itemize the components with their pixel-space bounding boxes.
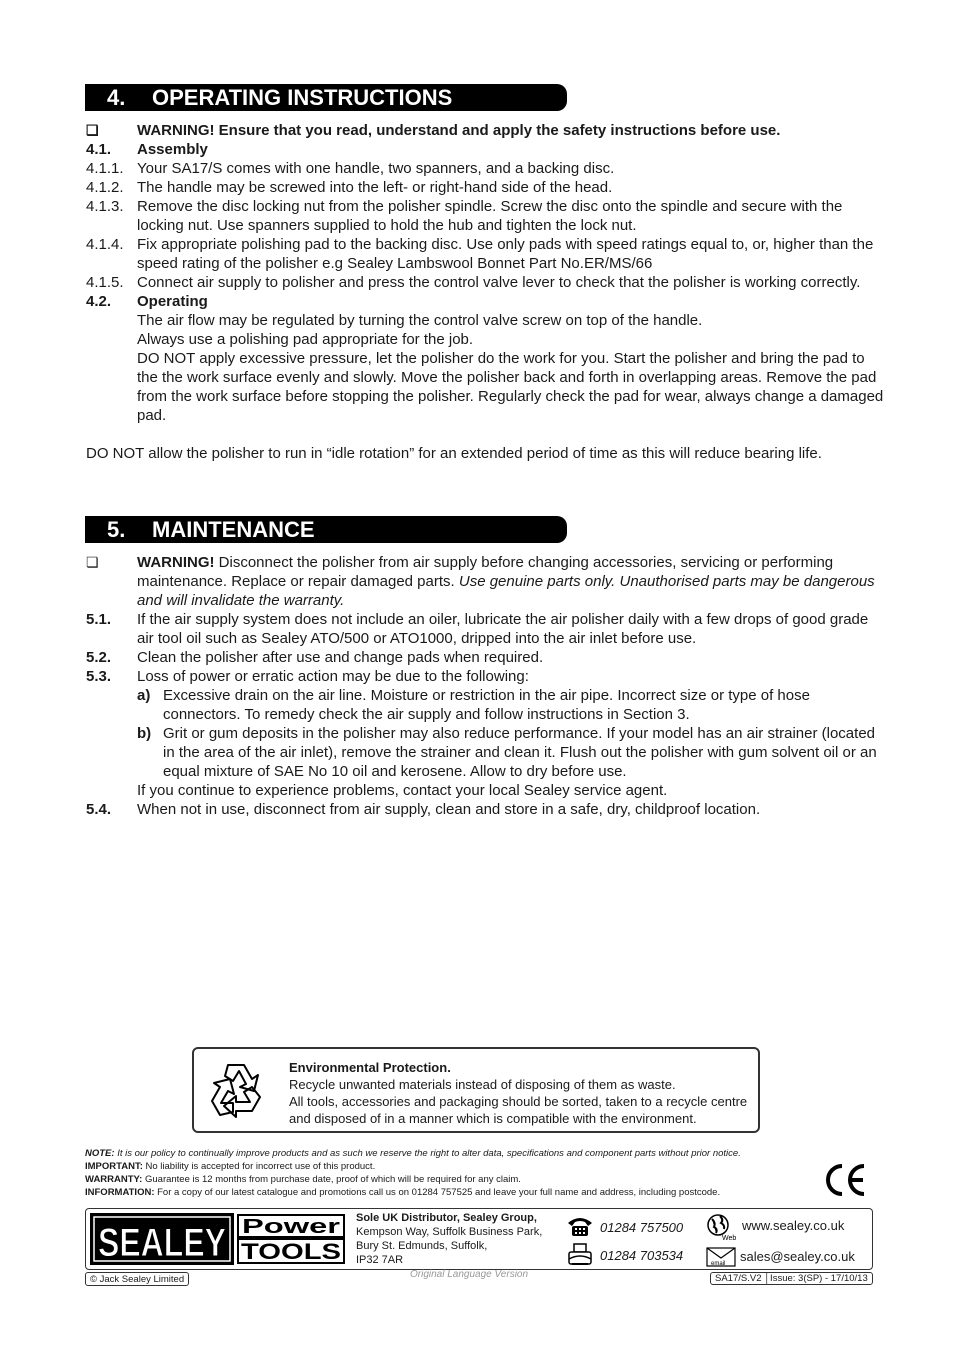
environmental-line: Recycle unwanted materials instead of disposing of them as waste. xyxy=(289,1077,676,1092)
item-number: 4.1.3. xyxy=(86,198,124,215)
item-text: Loss of power or erratic action may be due to the following: xyxy=(137,668,529,685)
section-number: 4. xyxy=(107,85,126,110)
item-text: The handle may be screwed into the left- or right-hand side of the head. xyxy=(137,179,613,196)
item-title: Assembly xyxy=(137,141,208,158)
assembly-heading xyxy=(86,140,886,159)
warning-row xyxy=(86,121,886,140)
section-title: OPERATING INSTRUCTIONS xyxy=(152,85,453,110)
note-line: NOTE: It is our policy to continually improve products and as such we reserve the right to alter data, specifications and component parts without prior notice. xyxy=(85,1148,741,1159)
document-reference: SA17/S.V2 │Issue: 3(SP) - 17/10/13 xyxy=(710,1272,873,1285)
item-title: Operating xyxy=(137,293,208,310)
checkbox-icon: ❏ xyxy=(86,554,99,570)
website-link[interactable]: www.sealey.co.uk xyxy=(742,1218,845,1233)
envelope-icon xyxy=(706,1247,736,1267)
list-item xyxy=(86,273,886,292)
item-number: 4.1.2. xyxy=(86,179,124,196)
item-number: 4.1.4. xyxy=(86,236,124,253)
paragraph xyxy=(86,311,886,330)
sub-item-text: Excessive drain on the air line. Moisture or restriction in the air pipe. Incorrect size or type of hose connectors. To remedy check the air supply and follow instructions in Section 3. xyxy=(163,687,810,723)
warning-text: WARNING! Disconnect the polisher from air supply before changing accessories, servicing or performing maintenance. Replace or repair damaged parts. Use genuine parts only. Unauthorised parts may be dangerous and will invalidate the warranty. xyxy=(137,554,875,609)
item-text: Remove the disc locking nut from the polisher spindle. Screw the disc onto the spindle and secure with the locking nut. Use spanners supplied to hold the hub and tighten the lock nut. xyxy=(137,198,843,234)
item-text: If the air supply system does not include an oiler, lubricate the air polisher daily with a few drops of good grade air tool oil such as Sealey ATO/500 or ATO1000, dripped into the air inlet before use. xyxy=(137,611,869,647)
sub-item-letter: a) xyxy=(137,687,151,704)
address-line: IP32 7AR xyxy=(356,1254,404,1266)
paragraph-text: DO NOT apply excessive pressure, let the polisher do the work for you. Start the polisher and bring the pad to the the work surface evenly and slowly. Move the polisher back and forth in overlapping areas. Remove the pad from the work surface before stopping the polisher. Regularly check the pad for wear, always change a damaged pad. xyxy=(137,350,884,424)
environmental-protection-box xyxy=(192,1047,760,1133)
item-text: Fix appropriate polishing pad to the backing disc. Use only pads with speed ratings equal to, or, higher than the speed rating of the polisher e.g Sealey Lambswool Bonnet Part No.ER/MS/66 xyxy=(137,236,874,272)
item-text: When not in use, disconnect from air supply, clean and store in a safe, dry, childproof location. xyxy=(137,801,761,818)
paragraph xyxy=(86,330,886,349)
list-item xyxy=(86,800,886,819)
section-number: 5. xyxy=(107,517,126,542)
warning-row xyxy=(86,553,886,610)
item-number: 4.1. xyxy=(86,141,112,158)
logo-tools-text: TOOLS xyxy=(241,1239,341,1264)
section-4-body xyxy=(86,121,886,463)
recycle-icon xyxy=(202,1059,270,1125)
original-language-label: Original Language Version xyxy=(410,1269,529,1280)
list-item xyxy=(86,235,886,273)
idle-note: DO NOT allow the polisher to run in “idle rotation” for an extended period of time as this will reduce bearing life. xyxy=(86,445,822,462)
globe-icon xyxy=(706,1213,738,1241)
paragraph-text: Always use a polishing pad appropriate for the job. xyxy=(137,331,474,348)
legal-notes xyxy=(85,1147,845,1199)
environmental-line: All tools, accessories and packaging should be sorted, taken to a recycle centre and disposed of in a manner which is compatible with the environment. xyxy=(289,1094,748,1126)
ce-mark-icon xyxy=(823,1162,867,1198)
item-text: Your SA17/S comes with one handle, two spanners, and a backing disc. xyxy=(137,160,615,177)
email-link[interactable]: sales@sealey.co.uk xyxy=(740,1249,855,1264)
sub-item-text: Grit or gum deposits in the polisher may also reduce performance. If your model has an air strainer (located in the area of the air inlet), remove the strainer and clean it. Flush out the polisher with gum solvent oil or an equal mixture of SAE No 10 oil and kerosene. Allow to dry before use. xyxy=(163,725,877,780)
list-item xyxy=(86,159,886,178)
section-5-header xyxy=(85,516,567,543)
paragraph xyxy=(86,349,886,425)
item-number: 4.1.1. xyxy=(86,160,124,177)
logo-brand-text: SEALEY xyxy=(98,1221,227,1265)
fax-icon xyxy=(566,1243,594,1267)
list-item xyxy=(86,610,886,648)
phone-number[interactable]: 01284 757500 xyxy=(600,1220,684,1235)
address-line: Bury St. Edmunds, Suffolk, xyxy=(356,1240,488,1252)
paragraph-text: The air flow may be regulated by turning the control valve screw on top of the handle. xyxy=(137,312,703,329)
section-title: MAINTENANCE xyxy=(152,517,315,542)
list-item xyxy=(86,178,886,197)
web-icon-label: Web xyxy=(722,1235,737,1241)
fax-number[interactable]: 01284 703534 xyxy=(600,1248,684,1263)
warning-text: WARNING! Ensure that you read, understand and apply the safety instructions before use. xyxy=(137,122,781,139)
information-line: INFORMATION: For a copy of our latest catalogue and promotions call us on 01284 757525 and leave your full name and address, including postcode. xyxy=(85,1187,721,1198)
important-line: IMPORTANT: No liability is accepted for incorrect use of this product. xyxy=(85,1161,376,1172)
operating-heading xyxy=(86,292,886,311)
sealey-power-tools-logo xyxy=(90,1213,346,1265)
footer-box xyxy=(85,1208,873,1270)
sub-item-letter: b) xyxy=(137,725,152,742)
item-number: 5.2. xyxy=(86,649,112,666)
list-item xyxy=(86,667,886,800)
warranty-line: WARRANTY: Guarantee is 12 months from purchase date, proof of which will be required for any claim. xyxy=(85,1174,521,1185)
item-text: Connect air supply to polisher and press the control valve lever to check that the polisher is working correctly. xyxy=(137,274,861,291)
section-5-body xyxy=(86,553,886,819)
logo-power-text: Power xyxy=(242,1216,341,1238)
address-line: Kempson Way, Suffolk Business Park, xyxy=(356,1226,543,1238)
checkbox-icon: ❏ xyxy=(86,122,99,138)
email-icon-label: email xyxy=(711,1261,726,1267)
section-4-header xyxy=(85,84,567,111)
sub-item xyxy=(137,686,886,724)
sub-item xyxy=(137,724,886,781)
environmental-text xyxy=(289,1059,759,1127)
distributor-address xyxy=(356,1211,542,1267)
paragraph-text: If you continue to experience problems, contact your local Sealey service agent. xyxy=(137,782,668,799)
environmental-title: Environmental Protection. xyxy=(289,1060,451,1075)
item-number: 5.1. xyxy=(86,611,112,628)
item-number: 5.4. xyxy=(86,801,112,818)
list-item xyxy=(86,197,886,235)
distributor-title: Sole UK Distributor, Sealey Group, xyxy=(356,1212,537,1224)
copyright-badge: © Jack Sealey Limited xyxy=(85,1272,189,1286)
item-number: 4.1.5. xyxy=(86,274,124,291)
phone-icon xyxy=(566,1215,594,1237)
item-number: 4.2. xyxy=(86,293,112,310)
item-number: 5.3. xyxy=(86,668,112,685)
item-text: Clean the polisher after use and change pads when required. xyxy=(137,649,544,666)
list-item xyxy=(86,648,886,667)
